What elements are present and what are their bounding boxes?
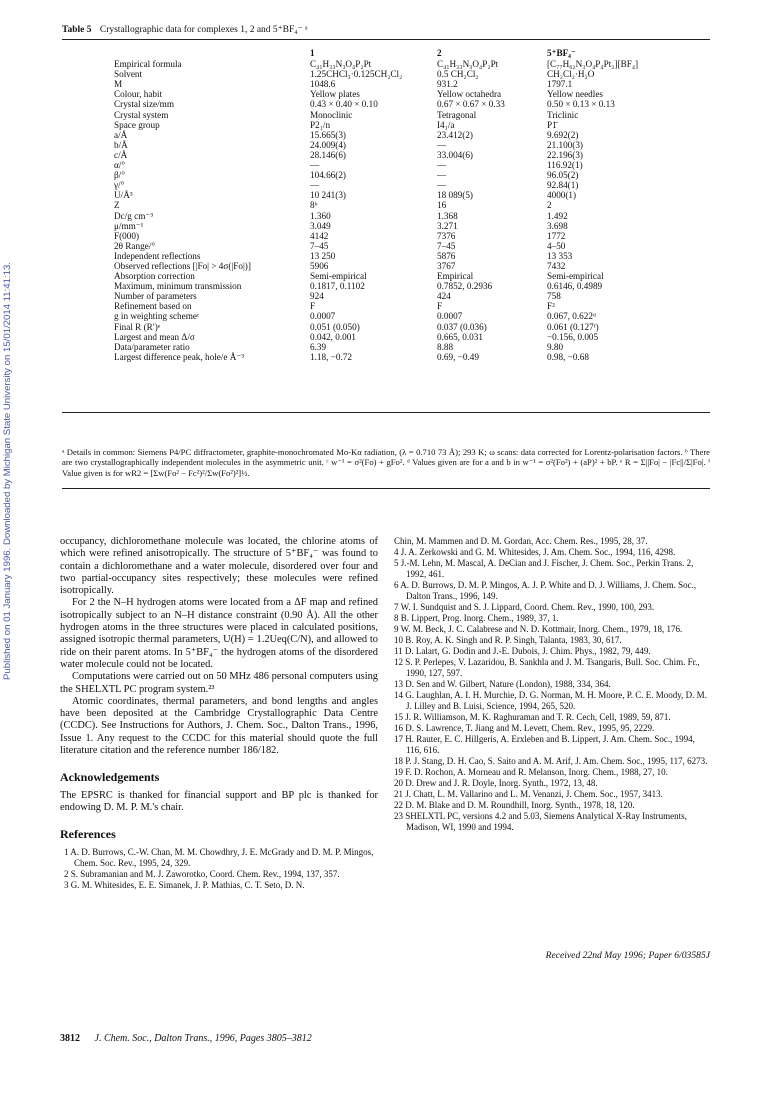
- cell-value: 924: [310, 291, 324, 302]
- cell-value: F²: [547, 301, 555, 312]
- reference-item: 14 G. Laughlan, A. I. H. Murchie, D. G. Norman, M. H. Moore, P. C. E. Moody, D. M. J. Lilley and B. Luisi, Science, 1994, 265, 520.: [394, 690, 707, 711]
- cell-value: 5906: [310, 260, 329, 271]
- cell-value: 15.665(3): [310, 129, 346, 140]
- cell-value: 0.051 (0.050): [310, 321, 360, 332]
- reference-item: 22 D. M. Blake and D. M. Roundhill, Inorg. Synth., 1978, 18, 120.: [394, 800, 635, 810]
- body-paragraph: Computations were carried out on 50 MHz 486 personal computers using the SHELXTL PC program system.²³: [60, 671, 378, 695]
- cell-value: 22.196(3): [547, 149, 583, 160]
- table-row: [62, 261, 710, 271]
- reference-item: 4 J. A. Zerkowski and G. M. Whitesides, J. Am. Chem. Soc., 1994, 116, 4298.: [394, 547, 676, 557]
- received-date: Received 22nd May 1996; Paper 6/03585J: [545, 950, 710, 961]
- table-row: [62, 170, 710, 180]
- cell-value: 2: [547, 200, 552, 211]
- cell-value: 3.049: [310, 220, 331, 231]
- cell-value: —: [437, 160, 447, 171]
- cell-value: −0.156, 0.005: [547, 331, 599, 342]
- cell-value: 0.0007: [310, 311, 336, 322]
- cell-value: —: [310, 160, 320, 171]
- reference-item: 19 F. D. Rochon, A. Morneau and R. Melanson, Inorg. Chem., 1988, 27, 10.: [394, 767, 668, 777]
- reference-item: 20 D. Drew and J. R. Doyle, Inorg. Synth., 1972, 13, 48.: [394, 778, 598, 788]
- reference-item: 5 J.-M. Lehn, M. Mascal, A. DeCian and J. Fischer, J. Chem. Soc., Perkin Trans. 2, 1992, 461.: [394, 558, 694, 579]
- table-row: [62, 221, 710, 231]
- reference-item: Chin, M. Mammen and D. M. Gordan, Acc. Chem. Res., 1995, 28, 37.: [394, 536, 648, 546]
- cell-value: 1.25CHCl₃·0.125CH₂Cl₂: [310, 69, 403, 80]
- cell-value: 0.042, 0.001: [310, 331, 356, 342]
- table-row: [62, 301, 710, 311]
- reference-item: 6 A. D. Burrows, D. M. P. Mingos, A. J. P. White and D. J. Williams, J. Chem. Soc., Dalton Trans., 1996, 149.: [394, 580, 697, 601]
- cell-value: 0.0007: [437, 311, 463, 322]
- cell-value: Yellow octahedra: [437, 89, 502, 100]
- reference-item: 1 A. D. Burrows, C.-W. Chan, M. M. Chowdhry, J. E. McGrady and D. M. P. Mingos, Chem. Soc. Rev., 1995, 24, 329.: [64, 846, 374, 868]
- cell-value: 0.7852, 0.2936: [437, 281, 493, 292]
- cell-value: [C₇₇H₆₂N₃O₄P₄Pt₂][BF₄]: [547, 59, 639, 70]
- cell-value: 1048.6: [310, 79, 336, 90]
- table-row: [62, 79, 710, 89]
- row-label: α/°: [114, 160, 126, 171]
- cell-value: 7432: [547, 260, 566, 271]
- cell-value: 1.18, −0.72: [310, 351, 352, 362]
- reference-item: 17 H. Rauter, E. C. Hillgeris, A. Erxleben and B. Lippert, J. Am. Chem. Soc., 1994, 116, 616.: [394, 734, 695, 755]
- cell-value: 21.100(3): [547, 139, 583, 150]
- reference-item: 21 J. Chatt, L. M. Vallarino and L. M. Venanzi, J. Chem. Soc., 1957, 3413.: [394, 789, 663, 799]
- cell-value: C₄₁H₃₃N₃O₄P₂Pt: [310, 59, 372, 70]
- row-label: Largest difference peak, hole/e Å⁻³: [114, 351, 244, 362]
- cell-value: 8.88: [437, 341, 454, 352]
- table-row: [62, 150, 710, 160]
- cell-value: Semi-empirical: [547, 271, 604, 282]
- acknowledgements-text: The EPSRC is thanked for financial support and BP plc is thanked for endowing D. M. P. M.'s chair.: [60, 789, 378, 813]
- table-row: [62, 281, 710, 291]
- reference-item: 3 G. M. Whitesides, E. E. Simanek, J. P. Mathias, C. T. Seto, D. N.: [64, 879, 305, 890]
- column-header-2: 2: [437, 48, 442, 58]
- cell-value: 13 353: [547, 250, 573, 261]
- left-column: [60, 536, 378, 891]
- references-heading: References: [60, 827, 116, 842]
- reference-item: 23 SHELXTL PC, versions 4.2 and 5.03, Siemens Analytical X-Ray Instruments, Madison, WI, 1990 and 1994.: [394, 811, 687, 832]
- footnote-rule: [62, 488, 710, 489]
- cell-value: 24.009(4): [310, 139, 346, 150]
- table-row: [62, 89, 710, 99]
- table-row: [62, 291, 710, 301]
- cell-value: Yellow needles: [547, 89, 603, 100]
- cell-value: 3.698: [547, 220, 568, 231]
- cell-value: 0.67 × 0.67 × 0.33: [437, 99, 505, 110]
- cell-value: 0.1817, 0.1102: [310, 281, 365, 292]
- cell-value: 18 089(5): [437, 190, 473, 201]
- table-top-rule: [62, 39, 710, 40]
- table-caption: [62, 24, 308, 35]
- cell-value: 0.037 (0.036): [437, 321, 487, 332]
- table-row: [62, 271, 710, 281]
- reference-item: 11 D. Lalart, G. Dodin and J.-E. Dubois, J. Chim. Phys., 1982, 79, 449.: [394, 646, 651, 656]
- row-label: Largest and mean Δ/σ: [114, 331, 195, 342]
- body-paragraph: occupancy, dichloromethane molecule was located, the chlorine atoms of which were refined anisotropically. The structure of 5⁺BF₄⁻ was found to contain a dichloromethane and a water molecule, disordered over four and two partial-occupancy sites respectively; these molecules were refined isotropically.: [60, 536, 378, 597]
- row-label: a/Å: [114, 129, 128, 140]
- row-label: Solvent: [114, 69, 143, 80]
- table-row: [62, 59, 710, 69]
- row-label: Number of parameters: [114, 291, 197, 302]
- reference-item: 16 D. S. Lawrence, T. Jiang and M. Levett, Chem. Rev., 1995, 95, 2229.: [394, 723, 655, 733]
- table-label: Table 5: [62, 25, 92, 35]
- cell-value: 9.692(2): [547, 129, 579, 140]
- row-label: μ/mm⁻¹: [114, 220, 144, 231]
- row-label: c/Å: [114, 149, 128, 160]
- column-header-5bf4: 5⁺BF₄⁻: [547, 48, 576, 58]
- table-row: [62, 342, 710, 352]
- row-label: U/Å³: [114, 190, 133, 201]
- table-row: [62, 332, 710, 342]
- cell-value: 8ᵇ: [310, 200, 318, 211]
- cell-value: C₄₁H₃₃N₃O₄P₂Pt: [437, 59, 499, 70]
- row-label: Absorption correction: [114, 271, 195, 282]
- cell-value: 5876: [437, 250, 456, 261]
- cell-value: 1.368: [437, 210, 458, 221]
- crystallographic-data-table: [62, 48, 710, 362]
- cell-value: Yellow plates: [310, 89, 360, 100]
- page-footer: [60, 1033, 312, 1044]
- table-row: [62, 231, 710, 241]
- row-label: Data/parameter ratio: [114, 341, 190, 352]
- right-column: [392, 536, 708, 833]
- row-label: Refinement based on: [114, 301, 192, 312]
- cell-value: —: [437, 170, 447, 181]
- row-label: 2θ Range/°: [114, 240, 155, 251]
- cell-value: 424: [437, 291, 451, 302]
- table-row: [62, 251, 710, 261]
- cell-value: 1772: [547, 230, 566, 241]
- cell-value: Tetragonal: [437, 109, 477, 120]
- reference-item: 15 J. R. Williamson, M. K. Raghuraman and T. R. Cech, Cell, 1989, 59, 871.: [394, 712, 671, 722]
- cell-value: 92.84(1): [547, 180, 579, 191]
- cell-value: 13 250: [310, 250, 336, 261]
- table-row: [62, 69, 710, 79]
- cell-value: 16: [437, 200, 447, 211]
- cell-value: 0.98, −0.68: [547, 351, 589, 362]
- cell-value: —: [437, 139, 447, 150]
- cell-value: 116.92(1): [547, 160, 583, 171]
- row-label: g in weighting schemeᶜ: [114, 311, 200, 322]
- body-paragraph: For 2 the N–H hydrogen atoms were located from a ΔF map and refined isotropically subject to an N–H distance constraint (0.90 Å). All the other hydrogen atoms in the three structures were placed in calculated positions, assigned isotropic thermal parameters, U(H) = 1.2Ueq(C/N), and allowed to ride on their parent atoms. In 5⁺BF₄⁻ the hydrogen atoms of the disordered water molecule could not be located.: [60, 597, 378, 670]
- cell-value: 33.004(6): [437, 149, 473, 160]
- cell-value: 9.80: [547, 341, 564, 352]
- column-header-1: 1: [310, 48, 315, 58]
- table-row: [62, 322, 710, 332]
- cell-value: 0.50 × 0.13 × 0.13: [547, 99, 615, 110]
- cell-value: 0.067, 0.622ᵈ: [547, 311, 596, 322]
- cell-value: 3767: [437, 260, 456, 271]
- cell-value: 6.39: [310, 341, 327, 352]
- row-label: β/°: [114, 170, 125, 181]
- table-header-row: [62, 48, 710, 59]
- cell-value: Empirical: [437, 271, 474, 282]
- cell-value: F: [310, 301, 316, 312]
- cell-value: 104.66(2): [310, 170, 346, 181]
- table-row: [62, 110, 710, 120]
- cell-value: I4₁/a: [437, 119, 455, 130]
- cell-value: —: [310, 180, 320, 191]
- cell-value: 23.412(2): [437, 129, 473, 140]
- reference-item: 12 S. P. Perlepes, V. Lazaridou, B. Sankhla and J. M. Tsangaris, Bull. Soc. Chim. Fr., 1990, 127, 597.: [394, 657, 700, 678]
- cell-value: CH₂Cl₂·H₂O: [547, 69, 595, 80]
- cell-value: 0.69, −0.49: [437, 351, 479, 362]
- cell-value: 4000(1): [547, 190, 577, 201]
- table-row: [62, 190, 710, 200]
- table-row: [62, 130, 710, 140]
- cell-value: 10 241(3): [310, 190, 346, 201]
- cell-value: 0.43 × 0.40 × 0.10: [310, 99, 378, 110]
- cell-value: 7–45: [310, 240, 329, 251]
- row-label: Empirical formula: [114, 59, 182, 70]
- cell-value: 758: [547, 291, 561, 302]
- cell-value: 931.2: [437, 79, 458, 90]
- cell-value: 3.271: [437, 220, 458, 231]
- table-bottom-rule: [62, 412, 710, 413]
- row-label: Independent reflections: [114, 250, 201, 261]
- cell-value: 0.061 (0.127ᶠ): [547, 321, 599, 332]
- cell-value: 4142: [310, 230, 329, 241]
- cell-value: Semi-empirical: [310, 271, 367, 282]
- table-row: [62, 200, 710, 210]
- reference-item: 9 W. M. Beck, J. C. Calabrese and N. D. Kottmair, Inorg. Chem., 1979, 18, 176.: [394, 624, 683, 634]
- cell-value: 0.5 CH₂Cl₂: [437, 69, 479, 80]
- cell-value: Monoclinic: [310, 109, 353, 120]
- table-row: [62, 140, 710, 150]
- row-label: Observed reflections [|Fo| > 4σ(|Fo|)]: [114, 260, 251, 271]
- cell-value: P1̄: [547, 119, 557, 130]
- row-label: Crystal size/mm: [114, 99, 174, 110]
- cell-value: —: [437, 180, 447, 191]
- reference-item: 10 B. Roy, A. K. Singh and R. P. Singh, Talanta, 1983, 30, 617.: [394, 635, 622, 645]
- page-number: 3812: [60, 1033, 80, 1044]
- cell-value: Triclinic: [547, 109, 579, 120]
- body-paragraph: Atomic coordinates, thermal parameters, and bond lengths and angles have been deposited at the Cambridge Crystallographic Data Centre (CCDC). See Instructions for Authors, J. Chem. Soc., Dalton Trans., 1996, Issue 1. Any request to the CCDC for this material should quote the full literature citation and the reference number 186/182.: [60, 695, 378, 757]
- reference-item: 2 S. Subramanian and M. J. Zaworotko, Coord. Chem. Rev., 1994, 137, 357.: [64, 868, 340, 879]
- reference-item: 7 W. I. Sundquist and S. J. Lippard, Coord. Chem. Rev., 1990, 100, 293.: [394, 602, 655, 612]
- row-label: M: [114, 79, 123, 90]
- row-label: γ/°: [114, 180, 125, 191]
- reference-item: 13 D. Sen and W. Gilbert, Nature (London), 1988, 334, 364.: [394, 679, 611, 689]
- reference-item: 18 P. J. Stang, D. H. Cao, S. Saito and A. M. Arif, J. Am. Chem. Soc., 1995, 117, 6273.: [394, 756, 708, 766]
- table-body: [62, 59, 710, 362]
- table-row: [62, 160, 710, 170]
- cell-value: P2₁/n: [310, 119, 331, 130]
- table-row: [62, 120, 710, 130]
- cell-value: 0.665, 0.031: [437, 331, 483, 342]
- acknowledgements-heading: Acknowledgements: [60, 770, 160, 785]
- cell-value: 1.492: [547, 210, 568, 221]
- row-label: F(000): [114, 230, 140, 241]
- row-label: Maximum, minimum transmission: [114, 281, 242, 292]
- references-list-left: [60, 847, 378, 891]
- cell-value: 4–50: [547, 240, 566, 251]
- table-row: [62, 99, 710, 109]
- row-label: b/Å: [114, 139, 128, 150]
- cell-value: 28.146(6): [310, 149, 346, 160]
- cell-value: 1.360: [310, 210, 331, 221]
- table-row: [62, 211, 710, 221]
- table-footnote: ᵃ Details in common: Siemens P4/PC diffractometer, graphite-monochromated Mo-Kα radiation, (λ = 0.710 73 Å); 293 K; ω scans: data corrected for Lorentz-polarisation factors. ᵇ There are two crystallographically independent molecules in the asymmetric unit. ᶜ w⁻¹ = σ²(Fo) + gFo². ᵈ Values given are for a and b in w⁻¹ = σ²(Fo²) + (aP)² + bP. ᵉ R = Σ||Fo| − |Fc||/Σ|Fo|. ᶠ Value given is for wR2 = [Σw(Fo² − Fc²)²/Σw(Fo²)²]½.: [62, 447, 710, 478]
- row-label: Space group: [114, 119, 160, 130]
- cell-value: 0.6146, 0.4989: [547, 281, 603, 292]
- table-row: [62, 241, 710, 251]
- reference-item: 8 B. Lippert, Prog. Inorg. Chem., 1989, 37, 1.: [394, 613, 559, 623]
- references-list-right: [392, 536, 708, 833]
- download-watermark: Published on 01 January 1996. Downloaded by Michigan State University on 15/01/2014 11:41:13.: [2, 262, 13, 680]
- row-label: Z: [114, 200, 120, 211]
- table-row: [62, 311, 710, 321]
- cell-value: 1797.1: [547, 79, 573, 90]
- row-label: Dc/g cm⁻³: [114, 210, 153, 221]
- cell-value: F: [437, 301, 443, 312]
- row-label: Crystal system: [114, 109, 169, 120]
- cell-value: 7376: [437, 230, 456, 241]
- journal-reference: J. Chem. Soc., Dalton Trans., 1996, Pages 3805–3812: [94, 1033, 312, 1044]
- row-label: Colour, habit: [114, 89, 163, 100]
- table-title: Crystallographic data for complexes 1, 2 and 5⁺BF₄⁻ ᵃ: [99, 25, 308, 35]
- table-row: [62, 180, 710, 190]
- table-row: [62, 352, 710, 362]
- row-label: Final R (R′)ᵉ: [114, 321, 161, 332]
- cell-value: 96.05(2): [547, 170, 579, 181]
- cell-value: 7–45: [437, 240, 456, 251]
